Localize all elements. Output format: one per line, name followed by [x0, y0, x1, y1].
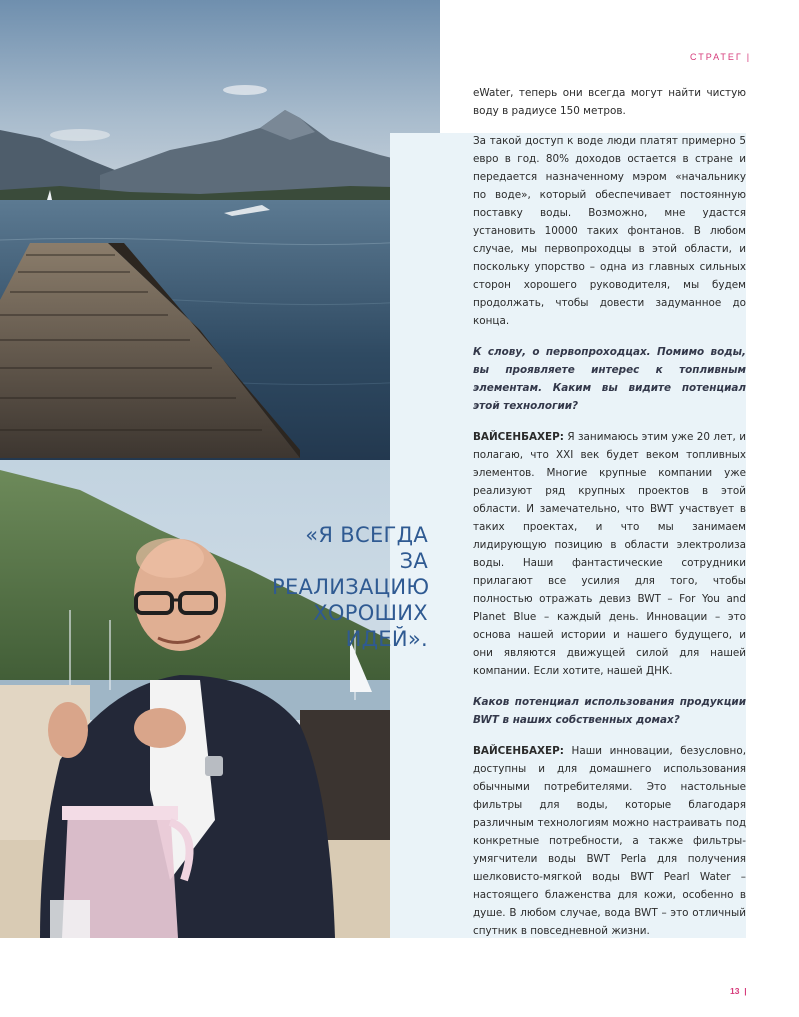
pull-quote: «Я ВСЕГДА ЗА РЕАЛИЗАЦИЮ ХОРОШИХ ИДЕЙ».	[272, 523, 430, 651]
paragraph-1: eWater, теперь они всегда могут найти чистую воду в радиусе 150 метров.	[473, 87, 746, 117]
section-label-text: СТРАТЕГ	[690, 52, 743, 62]
answer-2	[473, 742, 746, 940]
page-number-separator: |	[744, 986, 747, 996]
speaker-name: ВАЙСЕНБАХЕР:	[473, 745, 564, 757]
section-separator: |	[746, 52, 752, 62]
page-number-value: 13	[730, 986, 740, 996]
section-label	[690, 52, 751, 62]
speaker-name: ВАЙСЕНБАХЕР:	[473, 431, 564, 443]
answer-1	[473, 428, 746, 680]
answer-1-text: Я занимаюсь этим уже 20 лет, и полагаю, что XXI век будет веком топливных элементов. Многие крупные компании уже реализуют ряд крупных проектов в этой области. И замечательно, что BWT участвует в таких проектах, и что мы занимаем лидирующую позицию в области электролиза воды. Наши фантастические сотрудники прилагают все усилия для того, чтобы полностью отражать девиз BWT – For You and Planet Blue – каждый день. Инновации – это основа нашей истории и нашего будущего, и они являются движущей силой для нашей компании. Если хотите, нашей ДНК.	[473, 431, 746, 677]
paragraph-2: За такой доступ к воде люди платят примерно 5 евро в год. 80% доходов остается в стране и передается назначенному мэром «начальнику по воде», который обеспечивает постоянную поставку воды. Возможно, мне удастся установить 10000 таких фонтанов. В любом случае, мы первопроходцы в этой области, и поскольку упорство – одна из главных сильных сторон хорошего руководителя, мы будем продолжать, чтобы довести задуманное до конца.	[473, 135, 746, 327]
page-number	[730, 986, 747, 996]
answer-2-text: Наши инновации, безусловно, доступны и для домашнего использования обычными потребителями. Это настольные фильтры для воды, которые благодаря различным технологиям можно настраивать под конкретные потребности, а также фильтры-умягчители воды BWT Perla для получения шелковисто-мягкой воды BWT Pearl Water – настоящего блаженства для кожи, особенно в душе. В любом случае, вода BWT – это отличный спутник в повседневной жизни.	[473, 745, 746, 937]
lake-pier-photo	[0, 0, 440, 508]
question-1: К слову, о первопроходцах. Помимо воды, вы проявляете интерес к топливным элементам. Каким вы видите потенциал этой технологии?	[473, 346, 746, 412]
article-text	[473, 84, 746, 953]
question-2: Каков потенциал использования продукции BWT в наших собственных домах?	[473, 696, 746, 726]
